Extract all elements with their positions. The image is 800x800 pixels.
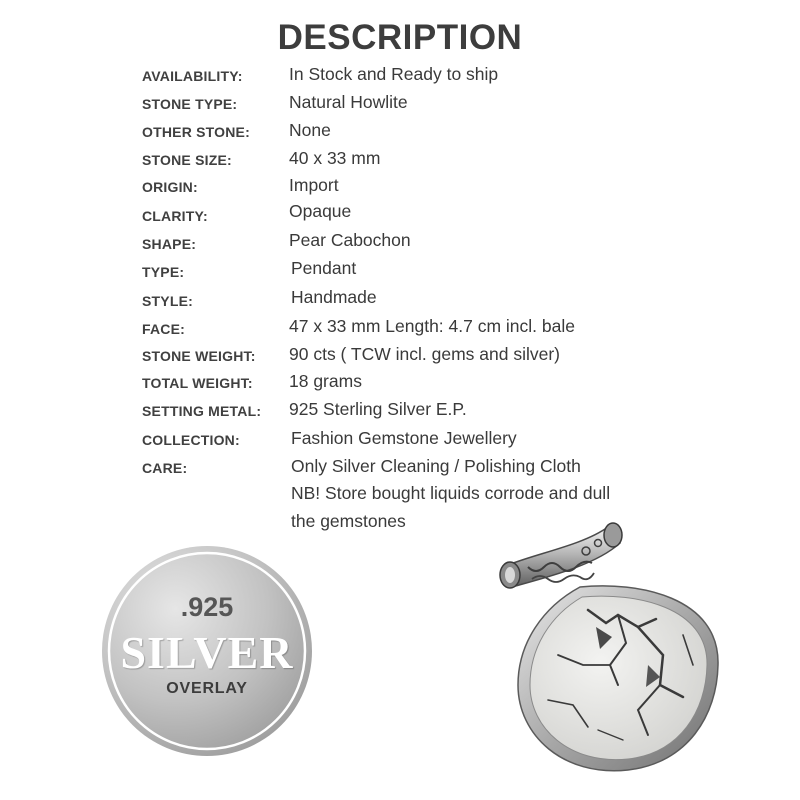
spec-label-origin: ORIGIN: [142, 179, 198, 195]
spec-row [0, 201, 800, 225]
spec-value-care: Only Silver Cleaning / Polishing Cloth [291, 456, 581, 476]
spec-label-type: TYPE: [142, 264, 185, 280]
spec-value-other-stone: None [289, 120, 331, 140]
spec-value-total-weight: 18 grams [289, 371, 362, 391]
spec-row [0, 344, 800, 368]
spec-row [0, 175, 800, 199]
spec-row [0, 120, 800, 144]
badge-number: .925 [180, 592, 234, 622]
page-title: DESCRIPTION [277, 18, 523, 57]
spec-label-availability: AVAILABILITY: [142, 68, 243, 84]
stone-setting [518, 586, 718, 771]
spec-row [0, 456, 800, 480]
spec-value-type: Pendant [291, 258, 357, 278]
spec-row [0, 64, 800, 88]
spec-label-stone-size: STONE SIZE: [142, 152, 232, 168]
care-note-line: NB! Store bought liquids corrode and dull [291, 483, 611, 503]
spec-row [0, 316, 800, 340]
spec-row [0, 258, 800, 282]
spec-label-face: FACE: [142, 321, 185, 337]
silver-overlay-badge [100, 544, 314, 758]
spec-label-setting-metal: SETTING METAL: [142, 403, 262, 419]
spec-value-setting-metal: 925 Sterling Silver E.P. [289, 399, 467, 419]
spec-label-style: STYLE: [142, 293, 193, 309]
badge-subtitle: OVERLAY [166, 680, 248, 697]
spec-row [0, 399, 800, 423]
bail [500, 523, 622, 588]
spec-value-origin: Import [289, 175, 339, 195]
spec-row [0, 148, 800, 172]
badge-word: SILVER [120, 627, 294, 678]
spec-row [0, 230, 800, 254]
spec-label-stone-weight: STONE WEIGHT: [142, 348, 256, 364]
spec-label-care: CARE: [142, 460, 188, 476]
spec-row [0, 371, 800, 395]
spec-value-collection: Fashion Gemstone Jewellery [291, 428, 517, 448]
spec-value-stone-weight: 90 cts ( TCW incl. gems and silver) [289, 344, 560, 364]
pendant-image [488, 515, 728, 780]
spec-label-total-weight: TOTAL WEIGHT: [142, 375, 253, 391]
spec-row [0, 92, 800, 116]
care-note-line: the gemstones [291, 511, 406, 531]
spec-label-collection: COLLECTION: [142, 432, 240, 448]
spec-label-stone-type: STONE TYPE: [142, 96, 238, 112]
spec-label-shape: SHAPE: [142, 236, 197, 252]
spec-value-style: Handmade [291, 287, 377, 307]
spec-label-clarity: CLARITY: [142, 208, 208, 224]
spec-row [0, 428, 800, 452]
pendant-illustration [488, 515, 728, 780]
spec-value-face: 47 x 33 mm Length: 4.7 cm incl. bale [289, 316, 575, 336]
spec-value-availability: In Stock and Ready to ship [289, 64, 499, 84]
spec-value-stone-type: Natural Howlite [289, 92, 408, 112]
spec-label-other-stone: OTHER STONE: [142, 124, 250, 140]
spec-value-shape: Pear Cabochon [289, 230, 411, 250]
spec-value-stone-size: 40 x 33 mm [289, 148, 381, 168]
spec-value-clarity: Opaque [289, 201, 352, 221]
spec-row [0, 287, 800, 311]
